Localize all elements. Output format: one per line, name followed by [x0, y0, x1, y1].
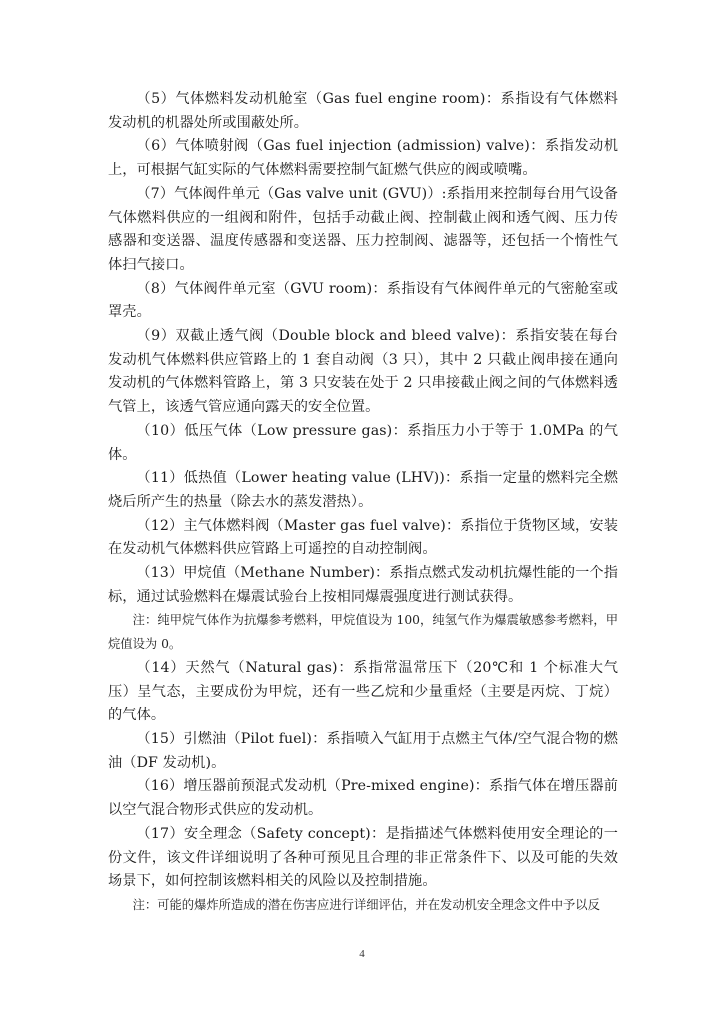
body-text	[108, 88, 618, 918]
definition-gvu-room: （8）气体阀件单元室（GVU room)：系指设有气体阀件单元的气密舱室或罩壳。	[108, 280, 618, 321]
definition-pilot-fuel: （15）引燃油（Pilot fuel)：系指喷入气缸用于点燃主气体/空气混合物的燃油（DF 发动机)。	[108, 730, 618, 771]
definition-gas-fuel-engine-room: （5）气体燃料发动机舱室（Gas fuel engine room)：系指设有气体燃料发动机的机器处所或围蔽处所。	[108, 91, 618, 131]
definition-pre-mixed-engine: （16）增压器前预混式发动机（Pre-mixed engine)：系指气体在增压器前以空气混合物形式供应的发动机。	[108, 778, 618, 819]
definition-low-pressure-gas: （10）低压气体（Low pressure gas)：系指压力小于等于 1.0MPa 的气体。	[108, 422, 618, 463]
definition-gas-valve-unit: （7）气体阀件单元（Gas valve unit (GVU)）:系指用来控制每台用气设备气体燃料供应的一组阀和附件，包括手动截止阀、控制截止阀和透气阀、压力传感器和变送器、温度传感器和变送器、压力控制阀、滤器等，还包括一个惰性气体扫气接口。	[108, 185, 618, 273]
definition-lower-heating-value: （11）低热值（Lower heating value (LHV))：系指一定量的燃料完全燃烧后所产生的热量（除去水的蒸发潜热）。	[108, 470, 618, 510]
note-safety-concept: 注：可能的爆炸所造成的潜在伤害应进行详细评估，并在发动机安全理念文件中予以反	[132, 897, 600, 912]
definition-gas-fuel-injection-valve: （6）气体喷射阀（Gas fuel injection (admission) valve)：系指发动机上，可根据气缸实际的气体燃料需要控制气缸燃气供应的阀或喷嘴。	[108, 138, 618, 179]
definition-master-gas-fuel-valve: （12）主气体燃料阀（Master gas fuel valve)：系指位于货物区域，安装在发动机气体燃料供应管路上可遥控的自动控制阀。	[108, 517, 618, 558]
definition-double-block-and-bleed-valve: （9）双截止透气阀（Double block and bleed valve)：系指安装在每台发动机气体燃料供应管路上的 1 套自动阀（3 只），其中 2 只截止阀串接在通向发动机的气体燃料管路上，第 3 只安装在处于 2 只串接截止阀之间的气体燃料透气管上，该透气管应通向露天的安全位置。	[108, 328, 618, 416]
page-number: 4	[359, 948, 365, 960]
definition-natural-gas: （14）天然气（Natural gas)：系指常温常压下（20℃和 1 个标准大气压）呈气态，主要成份为甲烷，还有一些乙烷和少量重烃（主要是丙烷、丁烷）的气体。	[108, 659, 618, 724]
definition-safety-concept: （17）安全理念（Safety concept)：是指描述气体燃料使用安全理论的一份文件，该文件详细说明了各种可预见且合理的非正常条件下、以及可能的失效场景下，如何控制该燃料相关的风险以及控制措施。	[108, 825, 618, 890]
definition-methane-number: （13）甲烷值（Methane Number)：系指点燃式发动机抗爆性能的一个指标，通过试验燃料在爆震试验台上按相同爆震强度进行测试获得。	[108, 565, 618, 605]
note-methane-number: 注：纯甲烷气体作为抗爆参考燃料，甲烷值设为 100，纯氢气作为爆震敏感参考燃料，甲烷值设为 0。	[108, 613, 618, 652]
